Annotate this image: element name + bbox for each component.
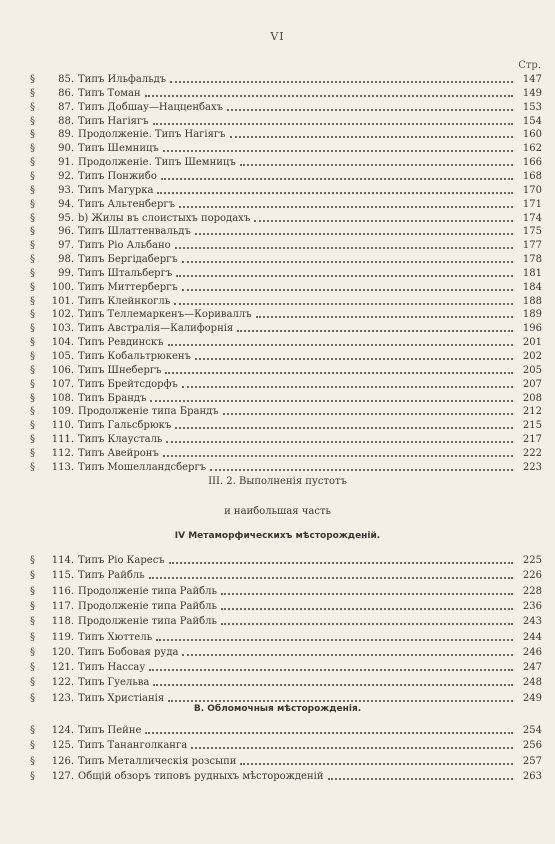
- entry-page: 171: [522, 198, 542, 210]
- toc-entry: [30, 630, 542, 644]
- leader-dots: [153, 122, 513, 125]
- entry-page: 177: [522, 240, 542, 252]
- toc-entry: [30, 418, 542, 432]
- entry-page: 246: [522, 646, 542, 658]
- section-subheading: и наибольшая часть: [224, 506, 331, 517]
- entry-title: Типъ Альтенбергъ: [78, 198, 175, 210]
- leader-dots: [179, 205, 513, 208]
- entry-page: 225: [522, 555, 542, 566]
- leader-dots: [157, 191, 513, 194]
- leader-dots: [221, 607, 513, 610]
- leader-dots: [150, 399, 513, 402]
- section-sign: §: [30, 570, 35, 582]
- entry-number: 103.: [51, 323, 74, 335]
- toc-entry: [30, 321, 542, 335]
- entry-title: Типъ Христіанія: [78, 692, 165, 704]
- leader-dots: [240, 762, 513, 765]
- entry-number: 94.: [58, 198, 74, 210]
- toc-entry: [30, 349, 542, 363]
- section-heading: III. 2. Выполненія пустотъ: [208, 476, 347, 487]
- leader-dots: [169, 561, 513, 564]
- toc-entry: [30, 224, 542, 238]
- entry-number: 124.: [51, 725, 74, 736]
- entry-number: 100.: [51, 281, 74, 293]
- entry-page: 168: [522, 170, 542, 182]
- toc-entry: [30, 614, 542, 628]
- entry-number: 121.: [51, 662, 74, 674]
- entry-title: Типъ Нассау: [78, 662, 146, 674]
- entry-page: 248: [522, 677, 542, 689]
- entry-page: 188: [522, 295, 542, 307]
- entry-title: Типъ Миттербергъ: [78, 281, 178, 293]
- leader-dots: [182, 385, 513, 388]
- entry-number: 127.: [51, 770, 74, 782]
- subsection-heading: IV Метаморфическихъ мѣсторожденій.: [174, 531, 381, 541]
- section-sign: §: [30, 740, 35, 752]
- entry-number: 109.: [51, 406, 74, 418]
- entry-page: 256: [522, 740, 542, 752]
- section-sign: §: [30, 662, 35, 674]
- toc-entry: [30, 460, 542, 474]
- section-sign: §: [30, 755, 35, 767]
- section-sign: §: [30, 267, 35, 279]
- toc-entry: [30, 183, 542, 197]
- toc-entry: [30, 266, 542, 280]
- entry-page: 217: [522, 434, 542, 446]
- entry-number: 113.: [51, 461, 74, 473]
- subsection-heading-b: В. Обломочныя мѣсторожденія.: [193, 704, 362, 714]
- toc-entry: [30, 691, 542, 705]
- leader-dots: [153, 683, 513, 686]
- leader-dots: [175, 426, 513, 429]
- entry-title: Продолженіе типа Райбль: [78, 600, 217, 612]
- toc-entry: [30, 141, 542, 155]
- toc-entry: [30, 127, 542, 141]
- section-sign: §: [30, 447, 35, 459]
- entry-page: 154: [522, 115, 542, 127]
- entry-title: Типъ Металлическія розсыпи: [78, 755, 237, 767]
- section-sign: §: [30, 101, 35, 113]
- entry-number: 101.: [51, 295, 74, 307]
- section-sign: §: [30, 212, 35, 224]
- section-sign: §: [30, 420, 35, 432]
- toc-entry: [30, 294, 542, 308]
- section-sign: §: [30, 585, 35, 597]
- section-sign: §: [30, 87, 35, 99]
- entry-title: Продолженіе типа Брандъ: [78, 406, 219, 418]
- leader-dots: [168, 699, 513, 702]
- section-sign: §: [30, 143, 35, 155]
- toc-entry: [30, 335, 542, 349]
- entry-page: 243: [522, 616, 542, 628]
- leader-dots: [163, 149, 513, 152]
- section-sign: §: [30, 631, 35, 643]
- section-sign: §: [30, 157, 35, 169]
- entry-title: Типъ Гальсбрюкъ: [78, 420, 172, 432]
- entry-number: 97.: [58, 240, 74, 252]
- entry-title: Типъ Клейнкогль: [78, 295, 171, 307]
- entry-title: Типъ Бобовая руда: [78, 646, 179, 658]
- entry-title: Типъ Пейне: [78, 725, 142, 736]
- entry-number: 115.: [51, 570, 74, 582]
- toc-entry: [30, 754, 542, 768]
- section-sign: §: [30, 254, 35, 266]
- entry-title: Типъ Клаусталь: [78, 434, 163, 446]
- toc-entry: [30, 86, 542, 100]
- entry-page: 162: [522, 143, 542, 155]
- toc-entry: [30, 553, 542, 567]
- toc-entry: [30, 280, 542, 294]
- entry-number: 102.: [51, 309, 74, 321]
- entry-page: 201: [522, 337, 542, 349]
- entry-page: 249: [522, 692, 542, 704]
- entry-title: Типъ Добшау—Нацценбахъ: [78, 101, 223, 113]
- entry-number: 120.: [51, 646, 74, 658]
- section-sign: §: [30, 378, 35, 390]
- entry-number: 107.: [51, 378, 74, 390]
- leader-dots: [240, 163, 513, 166]
- section-sign: §: [30, 309, 35, 321]
- entry-page: 208: [522, 392, 542, 404]
- entry-page: 196: [522, 323, 542, 335]
- leader-dots: [156, 638, 513, 641]
- toc-entry: [30, 568, 542, 582]
- entry-number: 93.: [58, 184, 74, 196]
- entry-title: Типъ Нагіягъ: [78, 115, 149, 127]
- entry-title: Типъ Авейронъ: [78, 447, 159, 459]
- entry-page: 181: [522, 267, 542, 279]
- entry-title: Типъ Тананголканга: [78, 740, 188, 752]
- section-sign: §: [30, 198, 35, 210]
- entry-title: Типъ Ріо Каресъ: [78, 555, 165, 566]
- entry-title: Типъ Ильфальдъ: [78, 74, 167, 85]
- section-sign: §: [30, 770, 35, 782]
- entry-number: 86.: [58, 87, 74, 99]
- toc-entry: [30, 169, 542, 183]
- toc-entry: [30, 769, 542, 783]
- entry-page: 153: [522, 101, 542, 113]
- toc-entry: [30, 675, 542, 689]
- toc-entry: [30, 155, 542, 169]
- leader-dots: [168, 343, 513, 346]
- leader-dots: [170, 80, 513, 83]
- toc-entry: [30, 100, 542, 114]
- entry-number: 87.: [58, 101, 74, 113]
- entry-page: 254: [522, 725, 542, 736]
- leader-dots: [174, 302, 513, 305]
- toc-entry: [30, 738, 542, 752]
- section-sign: §: [30, 129, 35, 141]
- entry-number: 104.: [51, 337, 74, 349]
- entry-number: 99.: [58, 267, 74, 279]
- toc-entry: [30, 307, 542, 321]
- leader-dots: [149, 576, 513, 579]
- entry-number: 88.: [58, 115, 74, 127]
- entry-number: 92.: [58, 170, 74, 182]
- entry-number: 126.: [51, 755, 74, 767]
- entry-title: Общій обзоръ типовъ рудныхъ мѣсторожденій: [78, 770, 324, 782]
- entry-number: 118.: [51, 616, 74, 628]
- toc-entry: [30, 432, 542, 446]
- entry-title: Типъ Бергідабергъ: [78, 254, 178, 266]
- leader-dots: [176, 274, 513, 277]
- toc-entry: [30, 377, 542, 391]
- toc-entry: [30, 363, 542, 377]
- entry-page: 226: [522, 570, 542, 582]
- entry-title: Типъ Брейтсдорфъ: [78, 378, 178, 390]
- page-number: VI: [270, 30, 285, 43]
- entry-page: 212: [522, 406, 542, 418]
- entry-page: 149: [522, 87, 542, 99]
- section-sign: §: [30, 692, 35, 704]
- entry-title: Типъ Ревдинскъ: [78, 337, 164, 349]
- entry-number: 114.: [51, 555, 74, 566]
- entry-page: 166: [522, 157, 542, 169]
- entry-page: 205: [522, 364, 542, 376]
- entry-page: 160: [522, 129, 542, 141]
- entry-title: Типъ Кобальтрюкенъ: [78, 351, 191, 362]
- entry-number: 90.: [58, 143, 74, 155]
- toc-entry: [30, 645, 542, 659]
- leader-dots: [227, 108, 513, 111]
- entry-title: Типъ Теллемаркенъ—Кориваллъ: [78, 309, 252, 321]
- entry-number: 117.: [51, 600, 74, 612]
- entry-title: Продолженіе. Типъ Шемницъ: [78, 157, 236, 169]
- entry-number: 116.: [51, 585, 74, 597]
- entry-number: 119.: [51, 631, 74, 643]
- section-sign: §: [30, 170, 35, 182]
- entry-number: 106.: [51, 364, 74, 376]
- toc-entry: [30, 584, 542, 598]
- leader-dots: [210, 468, 513, 471]
- leader-dots: [175, 246, 513, 249]
- entry-title: Продолженіе типа Райбль: [78, 616, 217, 628]
- section-sign: §: [30, 434, 35, 446]
- section-sign: §: [30, 725, 35, 736]
- leader-dots: [182, 260, 513, 263]
- entry-number: 111.: [51, 434, 74, 446]
- entry-page: 247: [522, 662, 542, 674]
- entry-page: 228: [522, 585, 542, 597]
- section-sign: §: [30, 461, 35, 473]
- toc-entry: [30, 391, 542, 405]
- leader-dots: [237, 329, 513, 332]
- leader-dots: [182, 288, 513, 291]
- entry-number: 108.: [51, 392, 74, 404]
- entry-title: Типъ Гуельва: [78, 677, 150, 689]
- section-sign: §: [30, 555, 35, 566]
- toc-entry: [30, 723, 542, 737]
- leader-dots: [145, 731, 513, 734]
- leader-dots: [328, 777, 513, 780]
- leader-dots: [182, 653, 513, 656]
- entry-title: Типъ Австралія—Калифорнія: [78, 323, 234, 335]
- entry-page: 178: [522, 254, 542, 266]
- entry-title: Типъ Шнебергъ: [78, 364, 162, 376]
- entry-number: 105.: [51, 351, 74, 362]
- section-sign: §: [30, 295, 35, 307]
- section-sign: §: [30, 337, 35, 349]
- leader-dots: [256, 315, 513, 318]
- section-sign: §: [30, 115, 35, 127]
- entry-number: 122.: [51, 677, 74, 689]
- section-sign: §: [30, 406, 35, 418]
- entry-page: 175: [522, 226, 542, 238]
- toc-entry: [30, 197, 542, 211]
- entry-number: 110.: [51, 420, 74, 432]
- leader-dots: [149, 668, 513, 671]
- entry-number: 85.: [58, 74, 74, 85]
- entry-number: 112.: [51, 447, 74, 459]
- section-sign: §: [30, 240, 35, 252]
- entry-page: 263: [522, 770, 542, 782]
- entry-page: 174: [522, 212, 542, 224]
- leader-dots: [223, 412, 513, 415]
- toc-entry: [30, 660, 542, 674]
- entry-page: 215: [522, 420, 542, 432]
- entry-title: Типъ Хюттель: [78, 631, 153, 643]
- toc-entry: [30, 599, 542, 613]
- toc-entry: [30, 211, 542, 225]
- entry-number: 91.: [58, 157, 74, 169]
- leader-dots: [254, 219, 513, 222]
- entry-page: 184: [522, 281, 542, 293]
- entry-title: Типъ Шлаттенвальдъ: [78, 226, 191, 238]
- entry-title: Типъ Мошелландсбергъ: [78, 461, 207, 473]
- entry-number: 123.: [51, 692, 74, 704]
- entry-number: 96.: [58, 226, 74, 238]
- section-sign: §: [30, 616, 35, 628]
- section-sign: §: [30, 646, 35, 658]
- section-sign: §: [30, 351, 35, 362]
- entry-page: 202: [522, 351, 542, 362]
- toc-entry: [30, 446, 542, 460]
- entry-title: Продолженіе. Типъ Нагіягъ: [78, 129, 226, 141]
- leader-dots: [221, 622, 513, 625]
- entry-title: Типъ Понжибо: [78, 170, 157, 182]
- section-sign: §: [30, 364, 35, 376]
- leader-dots: [195, 232, 513, 235]
- section-sign: §: [30, 184, 35, 196]
- leader-dots: [145, 94, 513, 97]
- leader-dots: [221, 592, 513, 595]
- entry-title: Типъ Штальбергъ: [78, 267, 173, 279]
- section-sign: §: [30, 392, 35, 404]
- entry-title: b) Жилы въ слоистыхъ породахъ: [78, 212, 251, 224]
- leader-dots: [195, 357, 513, 360]
- entry-page: 147: [522, 74, 542, 85]
- entry-title: Типъ Райбль: [78, 570, 145, 582]
- leader-dots: [230, 135, 514, 138]
- toc-entry: [30, 72, 542, 86]
- leader-dots: [165, 371, 513, 374]
- section-sign: §: [30, 74, 35, 85]
- toc-entry: [30, 252, 542, 266]
- entry-page: 236: [522, 600, 542, 612]
- entry-page: 257: [522, 755, 542, 767]
- entry-page: 244: [522, 631, 542, 643]
- page-column-header: Стр.: [518, 60, 541, 71]
- entry-number: 95.: [58, 212, 74, 224]
- entry-title: Типъ Шемницъ: [78, 143, 159, 155]
- entry-number: 89.: [58, 129, 74, 141]
- entry-page: 189: [522, 309, 542, 321]
- section-sign: §: [30, 281, 35, 293]
- entry-title: Типъ Брандъ: [78, 392, 147, 404]
- entry-title: Продолженіе типа Райбль: [78, 585, 217, 597]
- entry-title: Типъ Ріо Альбано: [78, 240, 171, 252]
- entry-page: 223: [522, 461, 542, 473]
- toc-entry: [30, 238, 542, 252]
- section-sign: §: [30, 600, 35, 612]
- entry-page: 222: [522, 447, 542, 459]
- section-sign: §: [30, 226, 35, 238]
- entry-title: Типъ Магурка: [78, 184, 154, 196]
- toc-entry: [30, 404, 542, 418]
- entry-page: 170: [522, 184, 542, 196]
- entry-number: 125.: [51, 740, 74, 752]
- entry-page: 207: [522, 378, 542, 390]
- entry-number: 98.: [58, 254, 74, 266]
- section-sign: §: [30, 677, 35, 689]
- leader-dots: [166, 440, 513, 443]
- leader-dots: [161, 177, 513, 180]
- section-sign: §: [30, 323, 35, 335]
- toc-entry: [30, 114, 542, 128]
- leader-dots: [163, 454, 513, 457]
- leader-dots: [191, 746, 513, 749]
- entry-title: Типъ Томан: [78, 87, 141, 99]
